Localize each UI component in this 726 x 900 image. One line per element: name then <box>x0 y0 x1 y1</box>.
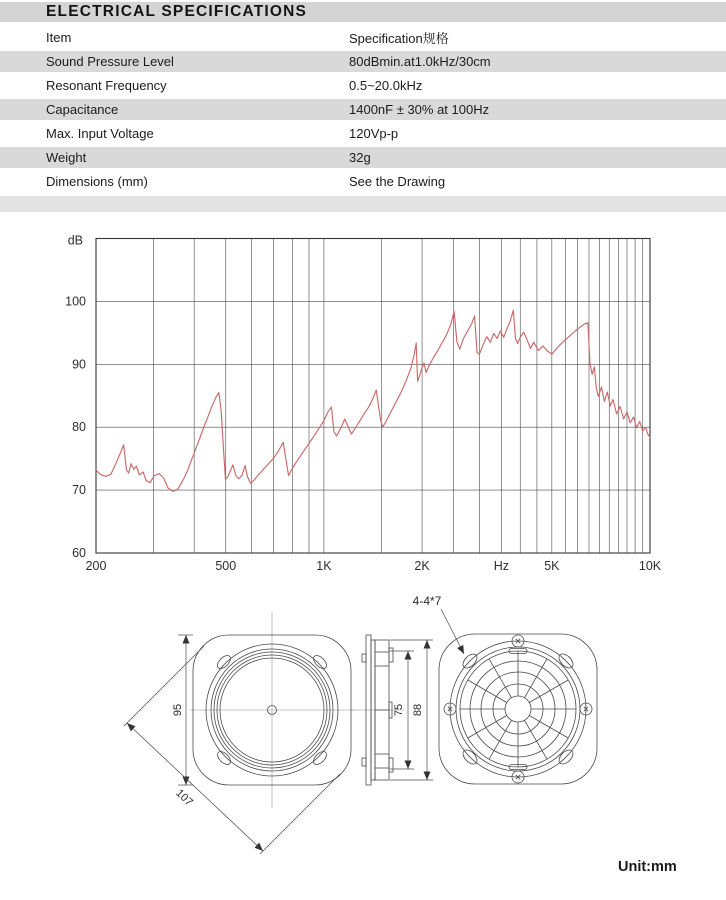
page-title: ELECTRICAL SPECIFICATIONS <box>46 3 308 20</box>
item-cell: Weight <box>46 150 87 165</box>
item-cell: Max. Input Voltage <box>46 125 154 141</box>
divider-band <box>0 196 726 212</box>
x-tick-label: 5K <box>544 559 560 573</box>
y-axis-unit-label: dB <box>67 233 83 248</box>
x-tick-label: 10K <box>638 559 662 573</box>
spec-cell: Specification规格 <box>349 30 449 46</box>
item-cell: Resonant Frequency <box>46 77 167 93</box>
table-row <box>0 73 726 97</box>
page-title-band <box>0 2 726 22</box>
y-tick-label: 90 <box>72 357 86 372</box>
hole-note-label: 4-4*7 <box>412 594 442 608</box>
table-header-row <box>0 25 726 49</box>
spec-cell: 120Vp-p <box>349 125 399 141</box>
hole-note <box>413 594 464 654</box>
item-cell: Dimensions (mm) <box>46 173 148 189</box>
dim-95-label: 95 <box>172 703 184 717</box>
dimension-75 <box>390 651 414 769</box>
table-row <box>0 145 726 169</box>
item-cell: Sound Pressure Level <box>46 54 174 69</box>
rear-grille <box>460 651 576 767</box>
front-view <box>124 612 354 854</box>
frequency-response-chart <box>0 215 726 590</box>
x-tick-label: 500 <box>215 559 237 573</box>
y-tick-label: 80 <box>72 420 86 435</box>
x-tick-label: 200 <box>85 559 107 573</box>
dim-88-label: 88 <box>412 703 424 717</box>
x-tick-label: Hz <box>493 559 509 573</box>
spec-cell: 0.5~20.0kHz <box>349 77 423 93</box>
x-tick-label: 2K <box>414 559 430 573</box>
item-cell: Item <box>46 29 72 45</box>
dim-107-label: 107 <box>173 787 195 809</box>
table-row <box>0 49 726 73</box>
spec-table <box>0 25 726 193</box>
dim-75-label: 75 <box>393 703 405 717</box>
spec-cell: 80dBmin.at1.0kHz/30cm <box>349 54 491 69</box>
spl-curve <box>96 310 650 491</box>
dimension-drawings <box>0 590 726 900</box>
y-tick-label: 100 <box>65 294 86 309</box>
plot-border <box>96 239 650 554</box>
y-tick-label: 70 <box>72 483 86 498</box>
table-row <box>0 121 726 145</box>
unit-label: Unit:mm <box>618 859 677 875</box>
rear-view <box>413 594 597 784</box>
x-tick-label: 1K <box>316 559 332 573</box>
table-row <box>0 97 726 121</box>
y-tick-label: 60 <box>72 546 86 560</box>
spec-cell: 32g <box>349 150 371 165</box>
dimension-95 <box>172 635 193 785</box>
side-view <box>352 635 433 785</box>
item-cell: Capacitance <box>46 102 119 117</box>
spec-cell: See the Drawing <box>349 173 446 189</box>
spec-cell: 1400nF ± 30% at 100Hz <box>349 102 490 117</box>
table-row <box>0 169 726 193</box>
